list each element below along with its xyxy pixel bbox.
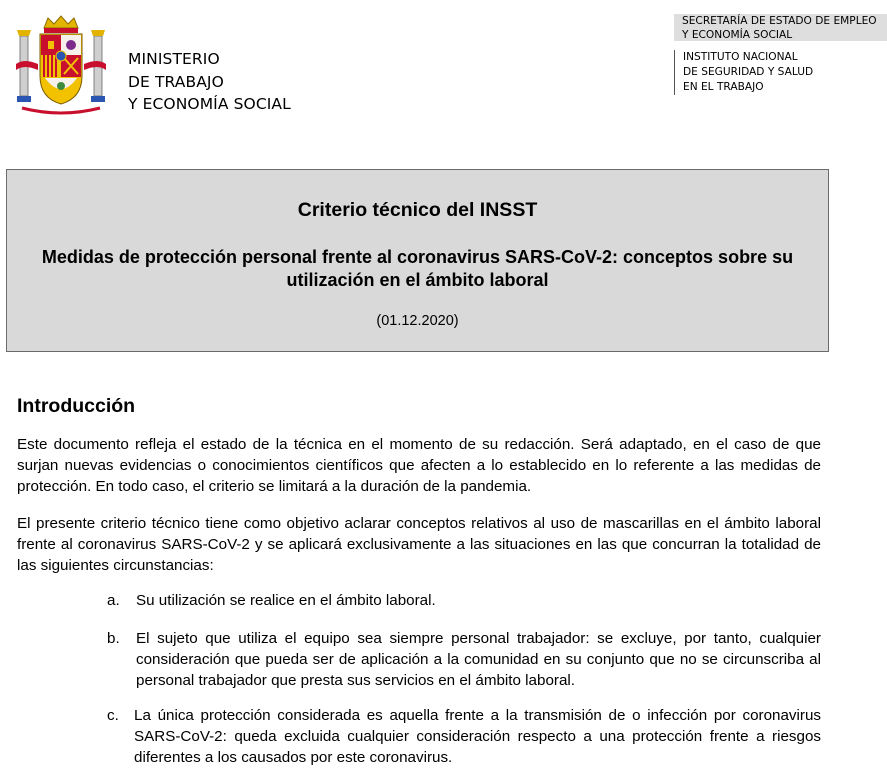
secretaria-line: SECRETARÍA DE ESTADO DE EMPLEO bbox=[682, 15, 877, 27]
insst-label bbox=[674, 50, 887, 95]
insst-line: INSTITUTO NACIONAL bbox=[683, 51, 798, 63]
list-item-label: c. bbox=[107, 707, 119, 724]
ministry-name bbox=[128, 48, 291, 116]
title-box bbox=[6, 169, 829, 352]
ministry-line: DE TRABAJO bbox=[128, 72, 224, 91]
section-heading: Introducción bbox=[17, 395, 136, 417]
list-item-label: a. bbox=[107, 592, 120, 609]
ministry-line: Y ECONOMÍA SOCIAL bbox=[128, 95, 291, 113]
insst-line: DE SEGURIDAD Y SALUD bbox=[683, 66, 814, 78]
coat-of-arms-logo bbox=[14, 14, 108, 116]
list-item-text: La única protección considerada es aquella frente a la transmisión de o infección por coronavirus SARS-CoV-2: queda excluida cualquier consideración respecto a una protección frente a riesgos diferentes a los causados por este coronavirus. bbox=[134, 707, 821, 766]
intro-paragraph: Este documento refleja el estado de la técnica en el momento de su redacción. Será adaptado, en el caso de que surjan nuevas evidencias o conocimientos científicos que afecten a lo establecido en lo referente a las medidas de protección. En todo caso, el criterio se limitará a la duración de la pandemia. bbox=[17, 436, 821, 495]
document-subtitle: Medidas de protección personal frente al coronavirus SARS-CoV-2: conceptos sobre su utilización en el ámbito laboral bbox=[41, 247, 794, 290]
intro-paragraph: El presente criterio técnico tiene como objetivo aclarar conceptos relativos al uso de mascarillas en el ámbito laboral frente al coronavirus SARS-CoV-2 y se aplicará exclusivamente a las situaciones en las que concurran la totalidad de las siguientes circunstancias: bbox=[17, 515, 821, 574]
list-item-label: b. bbox=[107, 630, 120, 647]
list-item-text: El sujeto que utiliza el equipo sea siempre personal trabajador: se excluye, por tanto, cualquier consideración que pueda ser de aplicación a la comunidad en su conjunto que no se circunscriba al personal trabajador que presta sus servicios en el ámbito laboral. bbox=[136, 630, 821, 689]
document-title: Criterio técnico del INSST bbox=[297, 199, 538, 221]
document-date: (01.12.2020) bbox=[376, 313, 459, 329]
secretaria-label bbox=[674, 14, 887, 41]
secretaria-line: Y ECONOMÍA SOCIAL bbox=[682, 28, 793, 41]
insst-line: EN EL TRABAJO bbox=[683, 81, 764, 93]
ministry-line: MINISTERIO bbox=[128, 50, 220, 68]
list-item-text: Su utilización se realice en el ámbito laboral. bbox=[136, 592, 436, 609]
